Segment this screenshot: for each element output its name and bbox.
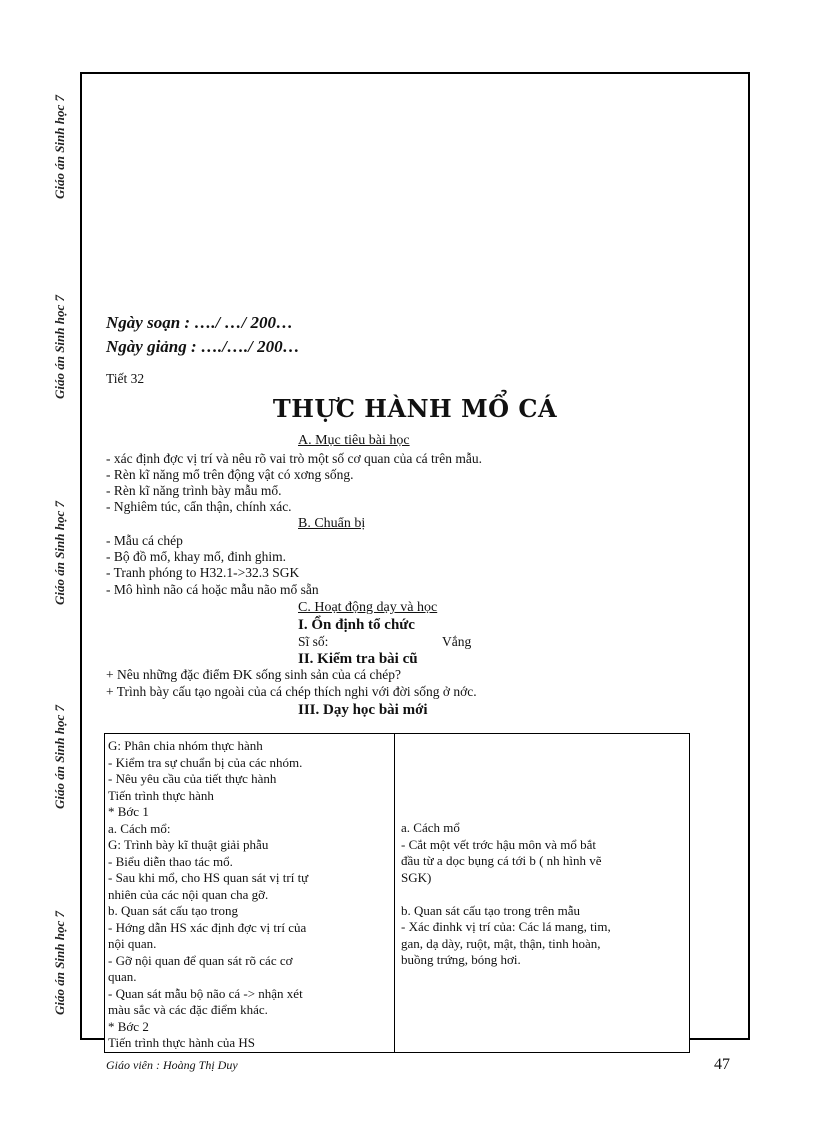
side-label: Giáo án Sinh học 7 (52, 500, 67, 606)
student-activity-line: - Xác đinhk vị trí của: Các lá mang, tim, (401, 919, 611, 934)
teacher-activity-line: màu sắc và các đặc điểm khác. (108, 1002, 268, 1017)
teacher-activity-line: - Hớng dẫn HS xác định đợc vị trí của (108, 919, 307, 935)
review-question: + Nêu những đặc điểm ĐK sống sinh sản của cá chép? (106, 667, 401, 682)
review-question: + Trình bày cấu tạo ngoài của cá chép thích nghi với đời sống ở nớc. (106, 684, 477, 699)
section-a-heading: A. Mục tiêu bài học (298, 433, 410, 448)
objective-line: - Nghiêm túc, cẩn thận, chính xác. (106, 499, 292, 514)
activity-table (104, 733, 690, 1053)
subsection-heading: I. Ổn định tổ chức (298, 617, 415, 633)
page-number: 47 (714, 1056, 730, 1073)
student-activity-line: b. Quan sát cấu tạo trong trên mẫu (401, 902, 581, 918)
teacher-activity-line: - Gỡ nội quan để quan sát rõ các cơ (108, 952, 293, 968)
student-activity-line: - Cắt một vết trớc hậu môn và mổ bắt (401, 836, 596, 852)
side-label: Giáo án Sinh học 7 (52, 294, 67, 400)
objective-line: - Rèn kĩ năng trình bày mẫu mổ. (106, 483, 282, 498)
teacher-activity-column (108, 738, 390, 1052)
teacher-activity-line: - Sau khi mổ, cho HS quan sát vị trí tự (108, 870, 309, 885)
student-activity-line: a. Cách mổ (401, 820, 460, 835)
teacher-activity-line: Tiến trình thực hành (108, 787, 214, 803)
teacher-name: Giáo viên : Hoàng Thị Duy (106, 1058, 238, 1072)
side-label: Giáo án Sinh học 7 (52, 94, 67, 200)
page-title: THỰC HÀNH MỔ CÁ (272, 394, 558, 423)
objective-line: - Rèn kĩ năng mổ trên động vật có xơng sống. (106, 467, 354, 482)
teacher-activity-line: nhiên của các nội quan cha gỡ. (108, 886, 269, 902)
section-b-heading: B. Chuẩn bị (298, 516, 366, 531)
side-label: Giáo án Sinh học 7 (52, 910, 67, 1016)
student-activity-line: đầu từ a dọc bụng cá tới b ( nh hình vẽ (401, 853, 602, 868)
teacher-activity-line: quan. (108, 969, 137, 984)
teacher-activity-line: - Nêu yêu cầu của tiết thực hành (108, 771, 277, 786)
student-activity-line (401, 886, 687, 903)
teacher-activity-line: G: Trình bày kĩ thuật giải phẫu (108, 837, 269, 852)
date-taught: Ngày giảng : …./…./ 200… (106, 337, 300, 356)
attendance-label: Sĩ số: (298, 634, 329, 649)
student-activity-line: buồng trứng, bóng hơi. (401, 952, 521, 967)
preparation-line: - Mẫu cá chép (106, 533, 183, 548)
column-divider (394, 734, 395, 1052)
teacher-activity-line: nội quan. (108, 936, 157, 951)
teacher-activity-line: - Kiểm tra sự chuẩn bị của các nhóm. (108, 754, 303, 770)
teacher-activity-line: * Bớc 2 (108, 1018, 149, 1034)
side-label: Giáo án Sinh học 7 (52, 704, 67, 810)
subsection-heading: II. Kiểm tra bài cũ (298, 651, 418, 667)
teacher-activity-line: - Biểu diễn thao tác mổ. (108, 853, 233, 869)
teacher-activity-line: - Quan sát mẫu bộ não cá -> nhận xét (108, 985, 303, 1001)
absent-label: Vắng (442, 634, 472, 649)
preparation-line: - Tranh phóng to H32.1->32.3 SGK (106, 565, 300, 580)
objective-line: - xác định đợc vị trí và nêu rõ vai trò một số cơ quan của cá trên mẫu. (106, 451, 483, 466)
preparation-line: - Bộ đồ mổ, khay mổ, đinh ghim. (106, 549, 286, 564)
student-activity-line: gan, dạ dày, ruột, mật, thận, tinh hoàn, (401, 935, 601, 951)
section-c-heading: C. Hoạt động dạy và học (298, 600, 438, 615)
student-activity-column (401, 820, 687, 969)
teacher-activity-line: a. Cách mổ: (108, 820, 171, 836)
student-activity-line: SGK) (401, 869, 432, 885)
teacher-activity-line: * Bớc 1 (108, 804, 149, 819)
teacher-activity-line: G: Phân chia nhóm thực hành (108, 738, 263, 753)
period-label: Tiết 32 (106, 371, 145, 386)
date-prepared: Ngày soạn : …./ …/ 200… (106, 313, 293, 332)
preparation-line: - Mô hình não cá hoặc mẫu não mổ sẵn (106, 582, 319, 597)
subsection-heading: III. Dạy học bài mới (298, 702, 428, 718)
teacher-activity-line: b. Quan sát cấu tạo trong (108, 903, 238, 918)
teacher-activity-line: Tiến trình thực hành của HS (108, 1035, 256, 1050)
